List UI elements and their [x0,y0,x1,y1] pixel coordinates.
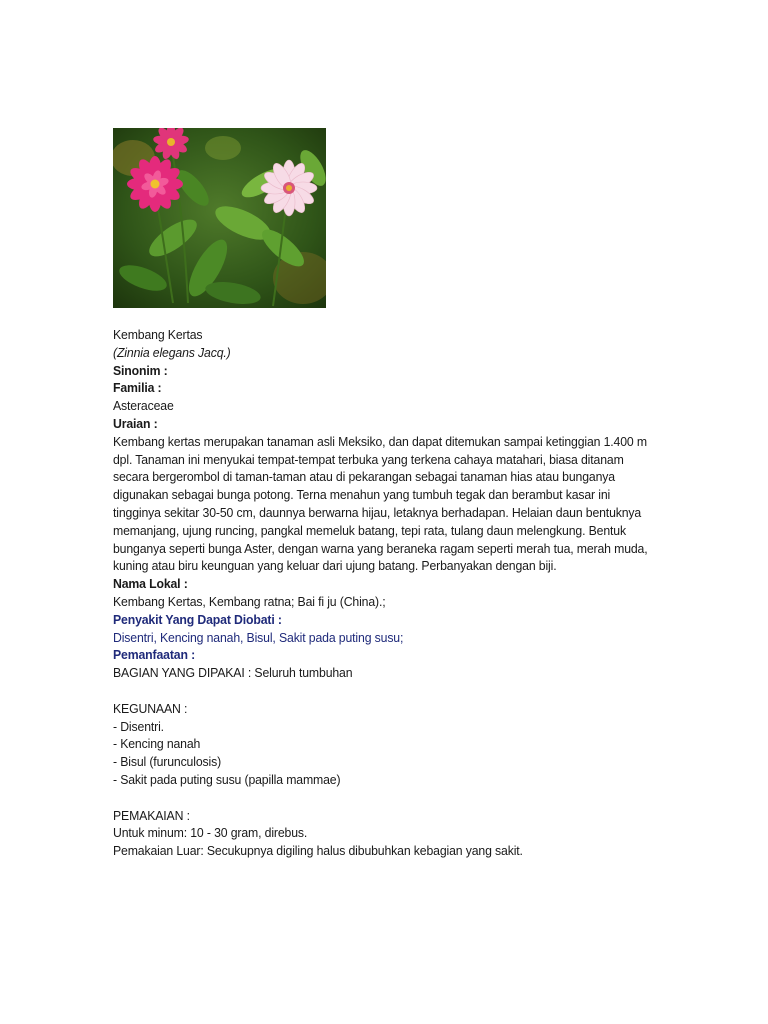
spacer [113,682,658,700]
kegunaan-item: - Kencing nanah [113,736,201,752]
familia-label: Familia : [113,380,162,396]
bagian-dipakai: BAGIAN YANG DIPAKAI : Seluruh tumbuhan [113,665,353,681]
kegunaan-item: - Bisul (furunculosis) [113,754,222,770]
plant-latin-name: (Zinnia elegans Jacq.) [113,344,231,360]
penyakit-value: Disentri, Kencing nanah, Bisul, Sakit pada puting susu; [113,629,404,645]
penyakit-label: Penyakit Yang Dapat Diobati : [113,611,282,627]
familia-value: Asteraceae [113,398,174,414]
spacer [113,789,658,807]
zinnia-flower-photo [113,128,326,308]
sinonim-label: Sinonim : [113,362,168,378]
kegunaan-item: - Sakit pada puting susu (papilla mammae) [113,771,341,787]
pemakaian-item: Untuk minum: 10 - 30 gram, direbus. [113,825,308,841]
nama-lokal-label: Nama Lokal : [113,576,188,592]
pemanfaatan-label: Pemanfaatan : [113,647,196,663]
kegunaan-item: - Disentri. [113,718,164,734]
pemakaian-item: Pemakaian Luar: Secukupnya digiling halus dibubuhkan kebagian yang sakit. [113,843,523,859]
kegunaan-label: KEGUNAAN : [113,700,188,716]
nama-lokal-value: Kembang Kertas, Kembang ratna; Bai fi ju (China).; [113,593,386,609]
document-page [113,128,658,860]
plant-common-name: Kembang Kertas [113,327,203,342]
uraian-text: Kembang kertas merupakan tanaman asli Meksiko, dan dapat ditemukan sampai ketinggian 1.400 m dpl. Tanaman ini menyukai tempat-tempat terbuka yang terkena cahaya matahari, biasa ditanam secara bergerombol di taman-taman atau di pekarangan sebagai tanaman hias atau bunganya digunakan sebagai bunga potong. Terna menahun yang tumbuh tegak dan berambut kasar ini tingginya sekitar 30-50 cm, daunnya berwarna hijau, letaknya berhadapan. Helaian daun bentuknya memanjang, ujung runcing, pangkal memeluk batang, tepi rata, tulang daun melengkung. Bentuk bunganya seperti bunga Aster, dengan warna yang beraneka ragam seperti merah tua, merah muda, kuning atau biru keunguan yang keluar dari ujung batang. Perbanyakan dengan biji. [113,433,648,574]
uraian-label: Uraian : [113,415,158,431]
pemakaian-label: PEMAKAIAN : [113,807,190,823]
